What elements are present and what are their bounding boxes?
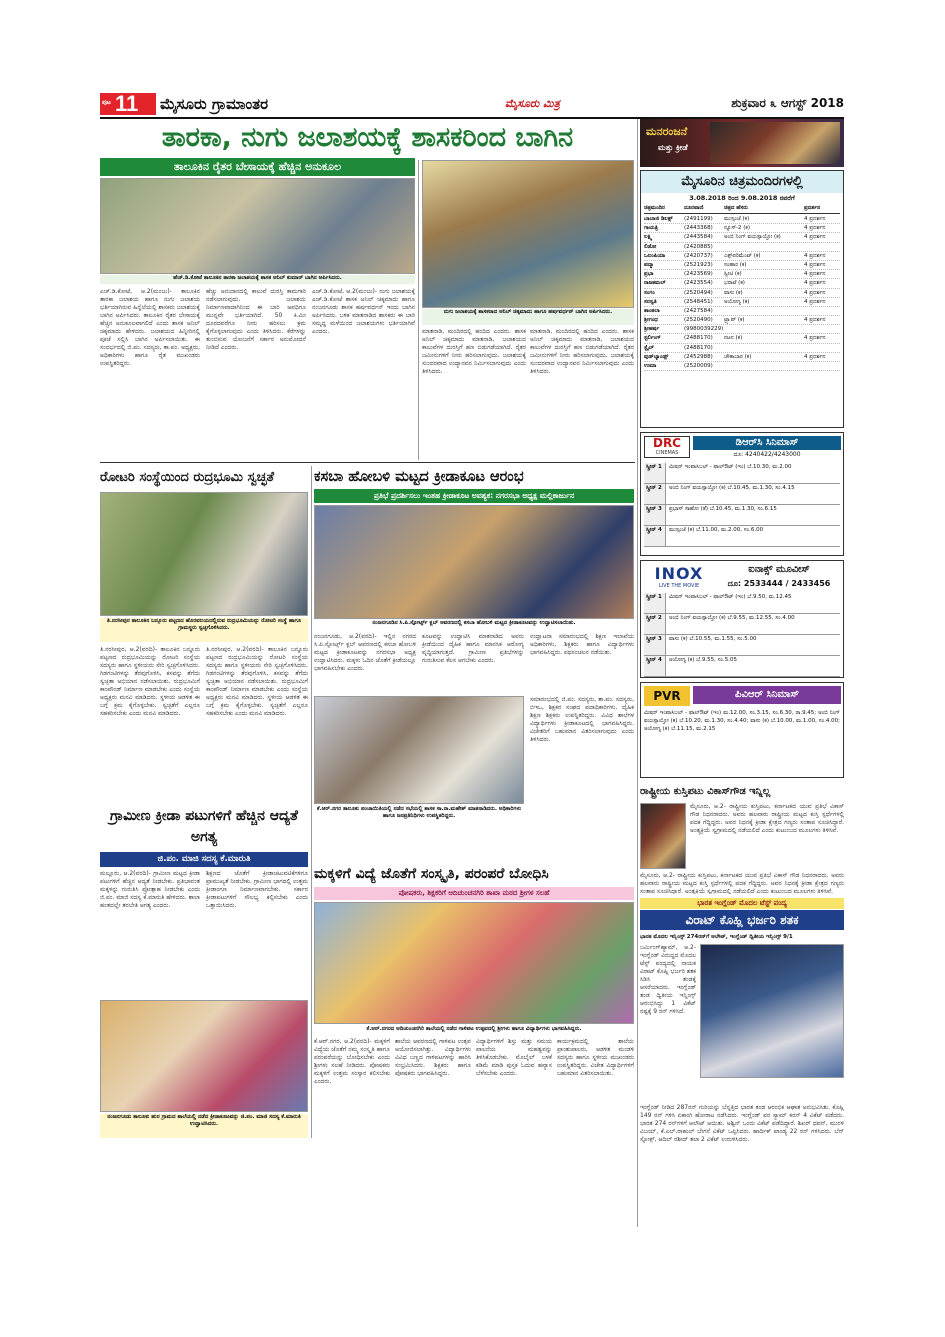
issue-date: ಶುಕ್ರವಾರ ೩ ಆಗಸ್ಟ್ 2018: [731, 96, 844, 110]
page-number: 11: [115, 91, 139, 116]
cinema-hall: ವುಡ್‌ಲ್ಯಾಂಡ್ಸ್: [644, 353, 669, 360]
rural-photo: [100, 1000, 308, 1112]
page-label: ಪುಟ: [102, 99, 111, 106]
kasaba-body-col1: ನಂಜನಗೂಡು, ಆ.2(ವರದಿ)- ಇಲ್ಲಿನ ನಗರದ ಸಿ.ಪಿ.ಸ್ಪೋರ್ಟ್ಸ್ ಕ್ಲಬ್ ಆವರಣದಲ್ಲಿ ಕಸಬಾ ಹೋಬಳಿ ಮಟ್ಟದ ಕ್ರೀಡಾಕೂಟವನ್ನು ನಗರಸಭಾ ಅಧ್ಯಕ್ಷ ಉದ್ಘಾಟಿಸಿದರು. ಮಕ್ಕಳು ಓದಿನ ಜೊತೆಗೆ ಕ್ರೀಡೆಯಲ್ಲೂ ಭಾಗವಹಿಸಬೇಕು ಎಂದರು.: [314, 633, 416, 672]
rotary-body-col2: ತಿ.ನರಸೀಪುರ, ಆ.2(ವರದಿ)- ತಾಲೂಕಿನ ಬನ್ನೂರು ಪಟ್ಟಣದ ರುದ್ರಭೂಮಿಯನ್ನು ರೋಟರಿ ಸಂಸ್ಥೆಯ ಸದಸ್ಯರು ಹಾಗೂ ಸ್ಥಳೀಯರು ಸೇರಿ ಸ್ವಚ್ಛಗೊಳಿಸಿದರು. ಗಿಡಗಂಟಿಗಳನ್ನು ತೆರವುಗೊಳಿಸಿ, ಕಸವನ್ನು ತೆಗೆದು ಸ್ವಚ್ಛತಾ ಅಭಿಯಾನ ನಡೆಸಲಾಯಿತು. ರುದ್ರಭೂಮಿಗೆ ಕಾಂಪೌಂಡ್ ನಿರ್ಮಾಣ ಮಾಡಬೇಕು ಎಂದು ಸಂಸ್ಥೆಯ ಅಧ್ಯಕ್ಷರು ಮನವಿ ಮಾಡಿದರು. ಸ್ಥಳೀಯ ಆಡಳಿತ ಈ ಬಗ್ಗೆ ಕ್ರಮ ಕೈಗೊಳ್ಳಬೇಕು. ಸ್ವಚ್ಛತೆಗೆ ಎಲ್ಲರೂ ಸಹಕರಿಸಬೇಕು ಎಂದು ಮನವಿ ಮಾಡಿದರು.: [206, 646, 308, 717]
wrestler-headline: ರಾಷ್ಟ್ರೀಯ ಕುಸ್ತಿಪಟು ವಿಕಾಸ್‌ಗೌಡ ಇನ್ನಿಲ್ಲ: [640, 786, 771, 797]
cinema-row: [644, 344, 840, 353]
lead-photo-2-caption: ನುಗು ಜಲಾಶಯಕ್ಕೆ ಶಾಸಕರಾದ ಅನಿಲ್ ಚಿಕ್ಕಮಾದು ಹಾಗೂ ಹರ್ಷವರ್ಧನ್ ಬಾಗಿನ ಅರ್ಪಿಸಿದರು.: [422, 309, 634, 325]
cinema-film: ಭರಾಟೆ (ಕ): [724, 280, 745, 287]
drc-logo: [644, 436, 690, 458]
cinema-film: ಸ್ವೀಟಿ (ಕ): [724, 271, 742, 278]
lead-headline: ತಾರಕಾ, ನುಗು ಜಲಾಶಯಕ್ಕೆ ಶಾಸಕರಿಂದ ಬಾಗಿನ: [161, 122, 574, 153]
rural-headline: ಗ್ರಾಮೀಣ ಕ್ರೀಡಾ ಪಟುಗಳಿಗೆ ಹೆಚ್ಚಿನ ಆದ್ಯತೆ ಅಗತ್ಯ: [110, 808, 298, 845]
wrestler-photo: [640, 803, 686, 869]
cinema-shows: 4 ಪ್ರದರ್ಶನ: [804, 225, 826, 232]
cinema-row: [644, 243, 840, 252]
screen-showtimes: ಮಿಷನ್ ಇಂಪಾಸಿಬಲ್ - ಫಾಲ್‌ಔಟ್ (ಇಂ) ಬೆ.10.30, ಮ.2.00: [669, 464, 792, 470]
rotary-photo: [100, 492, 308, 616]
masthead: [100, 93, 844, 117]
cinema-film: ಅಯೋಗ್ಯ (ಕ): [724, 298, 750, 305]
inox-showtimes: [644, 593, 840, 677]
cinema-shows: 4 ಪ್ರದರ್ಶನ: [804, 317, 826, 324]
cinema-hall: ಶಾಂತಲಾ: [644, 307, 660, 314]
cinema-shows: 4 ಪ್ರದರ್ಶನ: [804, 216, 826, 222]
pvr-title: ಪಿವಿಆರ್ ಸಿನಿಮಾಸ್: [693, 686, 841, 704]
cinema-phone: (2443584): [684, 234, 713, 241]
inox-show-row: [644, 635, 840, 656]
cinema-row: [644, 252, 840, 261]
cinema-phone: (2488170): [684, 335, 713, 342]
cinema-shows: 4 ಪ್ರದರ್ಶನ: [804, 335, 826, 342]
cricket-subhead: ಭಾರತ ಮೊದಲ ಇನ್ನಿಂಗ್ಸ್ 274ರನ್‌ಗೆ ಆಲೌಟ್, ಇಂಗ್ಲೆಂಡ್ ದ್ವಿತೀಯ ಇನ್ನಿಂಗ್ಸ್ 9/1: [640, 934, 793, 940]
cinema-shows: 4 ಪ್ರದರ್ಶನ: [804, 298, 826, 305]
cinema-shows: [804, 362, 840, 370]
column-rule-1: [418, 160, 419, 460]
cinema-hall: ಪದ್ಮಾ: [644, 261, 654, 268]
cinema-row: [644, 289, 840, 298]
cinema-header-film: ಚಿತ್ರದ ಹೆಸರು: [724, 205, 748, 211]
kasaba-body-col3: ಉದ್ಘಾಟನಾ ಸಮಾರಂಭದಲ್ಲಿ ಶಿಕ್ಷಣ ಇಲಾಖೆಯ ಅಧಿಕಾರಿಗಳು, ಶಿಕ್ಷಕರು ಹಾಗೂ ವಿದ್ಯಾರ್ಥಿಗಳು ಭಾಗವಹಿಸಿದ್ದರು. ಪಥಸಂಚಲನ ನಡೆಯಿತು.: [530, 633, 634, 656]
cinema-row: [644, 270, 840, 279]
children-caption: ಕೆ.ಆರ್.ನಗರದ ಆದಿಚುಂಚನಗಿರಿ ಶಾಲೆಯಲ್ಲಿ ನಡೆದ ಗಾಳಿಪಟ ಉತ್ಸವದಲ್ಲಿ ಶ್ರೀಗಳು ಹಾಗೂ ವಿದ್ಯಾರ್ಥಿಗಳು ಭಾಗವಹಿಸಿದ್ದರು.: [366, 1026, 582, 1032]
children-photo: [314, 902, 634, 1024]
cinema-film: ನ್ಯೂಸ್-2 (ಕ): [724, 225, 751, 232]
rotary-caption: ತಿ.ನರಸೀಪುರ ತಾಲೂಕಿನ ಬನ್ನೂರು ಪಟ್ಟಣದ ಹೊರವಲಯದಲ್ಲಿರುವ ರುದ್ರಭೂಮಿಯನ್ನು ರೋಟರಿ ಸಂಸ್ಥೆ ಹಾಗೂ ಗ್ರಾಮಸ್ಥರು ಸ್ವಚ್ಛಗೊಳಿಸಿದರು.: [100, 618, 308, 642]
screen-showtimes: ಮಿಷನ್ ಇಂಪಾಸಿಬಲ್ - ಫಾಲ್‌ಔಟ್ (ಇಂ) ಬೆ.9.50, ಮ.12.45: [669, 594, 792, 600]
screen-showtimes: ಅಂಬಿ ನಿಂಗ್ ವಯಸ್ಸಾಯ್ತೋ (ಕ) ಬೆ.10.45, ಮ.1.30, ಸಂ.4.15: [669, 485, 795, 491]
lead-body-col4: ಮಾತನಾಡಿ, ಮಂದಿರದಲ್ಲಿ ಹಂದಿದ ಎಂದರು. ಶಾಸಕ ಅನಿಲ್ ಚಿಕ್ಕಮಾದು ಮಾತನಾಡಿ, ಜಲಾಶಯದ ಕಾಲುವೆಗಳ ದುರಸ್ತಿಗೆ ಹಣ ಬಿಡುಗಡೆಯಾಗಿದೆ. ರೈತರ ಜಮೀನುಗಳಿಗೆ ನೀರು ಹರಿಸಲಾಗುವುದು. ಜಲಾಶಯಕ್ಕೆ ಸುಂದರವಾದ ಉದ್ಯಾನವನ ನಿರ್ಮಿಸಲಾಗುವುದು ಎಂದು ತಿಳಿಸಿದರು.: [422, 328, 526, 375]
meeting-caption: ಕೆ.ಆರ್.ನಗರ ತಾಲೂಕು ಪಂಚಾಯಿತಿಯಲ್ಲಿ ನಡೆದ ಸಭೆಯಲ್ಲಿ ಶಾಸಕ ಸಾ.ರಾ.ಮಹೇಶ್ ಮಾತನಾಡಿದರು. ಅಧಿಕಾರಿಗಳು ಹಾಗೂ ಜನಪ್ರತಿನಿಧಿಗಳು ಉಪಸ್ಥಿತರಿದ್ದರು.: [316, 806, 522, 819]
cinema-table-header: [644, 205, 840, 214]
cinema-hall: ಒಲಂಪಿಯಾ: [644, 252, 666, 259]
cinema-film: ಚೌಕಾಬಾರ (ಕ): [724, 353, 752, 360]
cinema-film: ವಾಸು (ಕ): [724, 289, 743, 296]
cricket-kicker: ಭಾರತ ಇಂಗ್ಲೆಂಡ್ ಮೊದಲ ಟೆಸ್ಟ್ ಪಂದ್ಯ: [640, 898, 844, 909]
children-subhead: ಪೋಷಕರು, ಶಿಕ್ಷಕರಿಗೆ ಆದಿಚುಂಚನಗಿರಿ ಶಾಖಾ ಮಠದ ಶ್ರೀಗಳ ಸಲಹೆ: [314, 887, 634, 900]
cinema-film: ಎಕ್ಸ್‌ಪರಿಮೆಂಟ್ (ಕ): [724, 252, 761, 259]
screen-showtimes: ಅಯೋಗ್ಯ (ಕ) ಬೆ.9.55, ಸಂ.5.05: [669, 657, 737, 663]
column-rule-3: [637, 119, 638, 1227]
drc-box: [640, 432, 844, 556]
cinema-film: ಸಂಹಾರ (ಕ): [724, 261, 747, 268]
cinema-film: ಟ್ರ್ಯಾಪ್ (ಕ): [724, 317, 745, 324]
kasaba-body-col4: ಸಮಾರಂಭದಲ್ಲಿ ಜಿ.ಪಂ. ಸದಸ್ಯರು, ತಾ.ಪಂ. ಸದಸ್ಯರು, ಬಿಇಒ, ಶಿಕ್ಷಕರ ಸಂಘದ ಪದಾಧಿಕಾರಿಗಳು, ದೈಹಿಕ ಶಿಕ್ಷಣ ಶಿಕ್ಷಕರು ಉಪಸ್ಥಿತರಿದ್ದರು. ವಿವಿಧ ಶಾಲೆಗಳ ವಿದ್ಯಾರ್ಥಿಗಳು ಕ್ರೀಡಾಕೂಟದಲ್ಲಿ ಭಾಗವಹಿಸಿದ್ದರು. ವಿಜೇತರಿಗೆ ಬಹುಮಾನ ವಿತರಿಸಲಾಗುವುದು ಎಂದು ತಿಳಿಸಿದರು.: [530, 696, 634, 743]
screen-label: ಸ್ಕ್ರೀನ್ 2: [644, 484, 666, 504]
drc-show-row: [644, 463, 840, 484]
cinema-title: ಮೈಸೂರಿನ ಚಿತ್ರಮಂದಿರಗಳಲ್ಲಿ: [641, 171, 843, 193]
drc-show-row: [644, 505, 840, 526]
inox-logo: [644, 565, 714, 591]
cinema-shows: [804, 325, 840, 333]
lead-body-col5: ಮಾತನಾಡಿ, ಮಂದಿರದಲ್ಲಿ ಹಂದಿದ ಎಂದರು. ಶಾಸಕ ಅನಿಲ್ ಚಿಕ್ಕಮಾದು ಮಾತನಾಡಿ, ಜಲಾಶಯದ ಕಾಲುವೆಗಳ ದುರಸ್ತಿಗೆ ಹಣ ಬಿಡುಗಡೆಯಾಗಿದೆ. ರೈತರ ಜಮೀನುಗಳಿಗೆ ನೀರು ಹರಿಸಲಾಗುವುದು. ಜಲಾಶಯಕ್ಕೆ ಸುಂದರವಾದ ಉದ್ಯಾನವನ ನಿರ್ಮಿಸಲಾಗುವುದು ಎಂದು ತಿಳಿಸಿದರು.: [530, 328, 634, 375]
cinema-shows: 4 ಪ್ರದರ್ಶನ: [804, 234, 826, 241]
children-body-col1: ಕೆ.ಆರ್.ನಗರ, ಆ.2(ವರದಿ)- ಮಕ್ಕಳಿಗೆ ವಿದ್ಯೆಯ ಜೊತೆಗೆ ನಮ್ಮ ಸಂಸ್ಕೃತಿ ಹಾಗೂ ಪರಂಪರೆಯನ್ನು ಬೋಧಿಸಬೇಕು ಎಂದು ಶ್ರೀಗಳು ಸಲಹೆ ನೀಡಿದರು. ಪೋಷಕರು ಮಕ್ಕಳಿಗೆ ಉತ್ತಮ ಸಂಸ್ಕಾರ ಕಲಿಸಬೇಕು ಎಂದರು.: [314, 1038, 390, 1085]
cinema-phone: (2420737): [684, 252, 713, 259]
cinema-film: [724, 307, 804, 315]
pvr-showtimes: ಮಿಷನ್ ಇಂಪಾಸಿಬಲ್ - ಫಾಲ್‌ಔಟ್ (ಇಂ) ಮ.12.00, ಸಂ.3.15, ಸಂ.6.30, ರಾ.9.45; ಅಂಬಿ ನಿಂಗ್ ವಯಸ್ಸಾಯ್ತೋ (ಕ) ಬೆ.10.20, ಮ.1.30, ಸಂ.4.40; ವಾಸು (ಕ) ಬೆ.10.00, ಮ.1.00, ಸಂ.4.00; ಅಯೋಗ್ಯ (ಕ) ಬೆ.11.15, ಮ.2.15: [644, 710, 840, 732]
pvr-logo: PVR: [644, 686, 690, 706]
cinema-phone: (2423569): [684, 271, 713, 278]
kasaba-caption: ನಂಜನಗೂಡಿನ ಸಿ.ಪಿ.ಸ್ಪೋರ್ಟ್ಸ್ ಕ್ಲಬ್ ಆವರಣದಲ್ಲಿ ಕಸಬಾ ಹೋಬಳಿ ಮಟ್ಟದ ಕ್ರೀಡಾಕೂಟವನ್ನು ಉದ್ಘಾಟಿಸಲಾಯಿತು.: [372, 620, 576, 626]
cinema-hall: ಪ್ರಭಾ: [644, 271, 654, 278]
lead-photo-1: [100, 178, 415, 274]
cinema-header-phone: ದೂರವಾಣಿ: [684, 205, 704, 211]
cinema-hall: ಬಾಲಾಜಿ ಡಿಲಕ್ಸ್: [644, 216, 673, 222]
children-body-col3: ವಿದ್ಯಾರ್ಥಿಗಳಿಗೆ ಶಿಸ್ತು ಮತ್ತು ಸಮಯ ಪಾಲನೆಯ ಮಹತ್ವವನ್ನು ತಿಳಿಸಿಕೊಡಬೇಕು. ಮೊಬೈಲ್ ಬಳಕೆ ಕಡಿಮೆ ಮಾಡಿ ಪುಸ್ತಕ ಓದುವ ಹವ್ಯಾಸ ಬೆಳೆಸಬೇಕು ಎಂದರು.: [476, 1038, 552, 1077]
cinema-shows: 4 ಪ್ರದರ್ಶನ: [804, 289, 826, 296]
cinema-shows: 4 ಪ್ರದರ್ಶನ: [804, 271, 826, 278]
cricket-body-col2: ಇಂಗ್ಲೆಂಡ್ ನೀಡಿದ 287ರನ್ ಗುರಿಯನ್ನು ಬೆನ್ನತ್ತಿದ ಭಾರತ ತಂಡ ಆರಂಭಿಕ ಆಘಾತ ಅನುಭವಿಸಿತು. ಕೊಹ್ಲಿ 149 ರನ್ ಗಳಿಸಿ ಏಕಾಂಗಿ ಹೋರಾಟ ನಡೆಸಿದರು. ಇಂಗ್ಲೆಂಡ್ ಪರ ಸ್ಯಾಮ್ ಕರನ್ 4 ವಿಕೆಟ್ ಪಡೆದರು. ಭಾರತ 274 ರನ್‌ಗಳಿಗೆ ಆಲೌಟ್ ಆಯಿತು. ಅಶ್ವಿನ್ ಒಂದು ವಿಕೆಟ್ ಪಡೆದಿದ್ದಾರೆ. ಶಿಖರ್ ಧವನ್, ಮುರಳಿ ವಿಜಯ್, ಕೆ.ಎಲ್.ರಾಹುಲ್ ಬೇಗನೆ ವಿಕೆಟ್ ಒಪ್ಪಿಸಿದರು. ಹಾರ್ದಿಕ್ ಪಾಂಡ್ಯ 22 ರನ್ ಗಳಿಸಿದರು. ಬೆನ್ ಸ್ಟೋಕ್ಸ್, ಆದಿಲ್ ರಶೀದ್ ತಲಾ 2 ವಿಕೆಟ್ ಉರುಳಿಸಿದರು.: [640, 1104, 844, 1143]
cinema-phone: (2520009): [684, 363, 713, 369]
screen-label: ಸ್ಕ್ರೀನ್ 4: [644, 656, 666, 676]
cinema-hall: ಶ್ರೀಗಂಧ: [644, 317, 658, 324]
children-body-col2: ಶಾಲೆಯ ಆವರಣದಲ್ಲಿ ಗಾಳಿಪಟ ಉತ್ಸವ ಆಯೋಜಿಸಲಾಗಿತ್ತು. ವಿದ್ಯಾರ್ಥಿಗಳು ವಿವಿಧ ಬಣ್ಣದ ಗಾಳಿಪಟಗಳನ್ನು ಹಾರಿಸಿ ಸಂಭ್ರಮಿಸಿದರು. ಶಿಕ್ಷಕರು ಹಾಗೂ ಪೋಷಕರು ಭಾಗವಹಿಸಿದ್ದರು.: [395, 1038, 471, 1077]
cinema-date-range: 3.08.2018 ರಿಂದ 9.08.2018 ರವರೆಗೆ: [689, 194, 795, 202]
cinema-shows: 4 ಪ್ರದರ್ಶನ: [804, 353, 826, 360]
lead-photo-2: [422, 160, 634, 308]
rural-body-col2: ಶಿಕ್ಷಣದ ಜೊತೆಗೆ ಕ್ರೀಡಾಚಟುವಟಿಕೆಗಳಿಗೂ ಪ್ರಾಮುಖ್ಯತೆ ನೀಡಬೇಕು. ಗ್ರಾಮೀಣ ಭಾಗದಲ್ಲಿ ಉತ್ತಮ ಕ್ರೀಡಾಂಗಣ ನಿರ್ಮಾಣವಾಗಬೇಕು. ಸರ್ಕಾರ ಕ್ರೀಡಾಪಟುಗಳಿಗೆ ಸೌಲಭ್ಯ ಕಲ್ಪಿಸಬೇಕು ಎಂದು ಒತ್ತಾಯಿಸಿದರು.: [206, 870, 308, 909]
cinema-row: [644, 224, 840, 233]
cinema-hall: ಶ್ರೀಹರ್ಷ: [644, 326, 660, 333]
rotary-headline: ರೋಟರಿ ಸಂಸ್ಥೆಯಿಂದ ರುದ್ರಭೂಮಿ ಸ್ವಚ್ಛತೆ: [100, 470, 274, 485]
cinema-film: ಅಂಬಿ ನಿಂಗ್ ವಯಸ್ಸಾಯ್ತೋ (ಕ): [724, 234, 781, 241]
lead-body-col3: ಎಚ್.ಡಿ.ಕೋಟೆ, ಆ.2(ಮಂಜು)- ನುಗು ಜಲಾಶಯಕ್ಕೆ ಎಚ್.ಡಿ.ಕೋಟೆ ಶಾಸಕ ಅನಿಲ್ ಚಿಕ್ಕಮಾದು ಹಾಗೂ ನಂಜನಗೂಡು ಶಾಸಕ ಹರ್ಷವರ್ಧನ್ ಇಂದು ಬಾಗಿನ ಅರ್ಪಿಸಿದರು. ಬಳಿಕ ಮಾತನಾಡಿದ ಶಾಸಕರು ಈ ಬಾರಿ ಸಮೃದ್ಧ ಮಳೆಯಿಂದ ಜಲಾಶಯಗಳು ಭರ್ತಿಯಾಗಿವೆ ಎಂದರು.: [312, 288, 415, 335]
banner-line2: ಮತ್ತು ಕ್ರೀಡೆ: [658, 143, 688, 152]
cinema-phone: (2443368): [684, 225, 713, 232]
cinema-row: [644, 233, 840, 242]
cinema-shows: 4 ಪ್ರದರ್ಶನ: [804, 252, 826, 259]
cinema-film: [724, 344, 804, 352]
rural-body-col1: ಮಲ್ಲೂರು, ಆ.2(ವರದಿ)- ಗ್ರಾಮೀಣ ಮಟ್ಟದ ಕ್ರೀಡಾ ಪಟುಗಳಿಗೆ ಹೆಚ್ಚಿನ ಆದ್ಯತೆ ನೀಡಬೇಕು. ಪ್ರತಿಭಾವಂತ ಮಕ್ಕಳನ್ನು ಗುರುತಿಸಿ ಪ್ರೋತ್ಸಾಹ ನೀಡಬೇಕು ಎಂದು ಜಿ.ಪಂ. ಮಾಜಿ ಸದಸ್ಯ ಕೆ.ಮಾರುತಿ ಹೇಳಿದರು. ಶಾಲಾ ಹಂತದಲ್ಲೇ ತರಬೇತಿ ಅಗತ್ಯ ಎಂದರು.: [100, 870, 200, 909]
cinema-film: [724, 243, 804, 251]
cinema-hall: ರಾಜಕಮಲ್: [644, 280, 666, 287]
lead-rule: [100, 462, 635, 463]
cricket-headline: ವಿರಾಟ್ ಕೊಹ್ಲಿ ಭರ್ಜರಿ ಶತಕ: [640, 910, 844, 930]
lead-body-col2: ಹೆಚ್ಚು ಅನುದಾನದಲ್ಲಿ ಕಾಲುವೆ ದುರಸ್ತಿ ಕಾಮಗಾರಿ ನಡೆಸಲಾಗುವುದು. ಜಲಾಶಯ ನಿರ್ಮಾಣವಾದಾಗಿನಿಂದ ಈ ಬಾರಿ ಅವಧಿಗೂ ಮುನ್ನವೇ ಭರ್ತಿಯಾಗಿದೆ. 50 ಕಿ.ಮೀ ದೂರದವರೆಗೂ ನೀರು ಹರಿಸಲು ಕ್ರಮ ಕೈಗೊಳ್ಳಲಾಗುವುದು ಎಂದು ತಿಳಿಸಿದರು. ಕೆರೆಗಳನ್ನು ತುಂಬಿಸುವ ಯೋಜನೆಗೆ ಸರ್ಕಾರ ಅನುಮೋದನೆ ನೀಡಿದೆ ಎಂದರು.: [206, 288, 306, 351]
screen-label: ಸ್ಕ್ರೀನ್ 4: [644, 526, 666, 546]
kasaba-headline: ಕಸಬಾ ಹೋಬಳಿ ಮಟ್ಟದ ಕ್ರೀಡಾಕೂಟ ಆರಂಭ: [314, 469, 524, 485]
cinema-hall: ಸಂಗಂ: [644, 289, 655, 296]
drc-phone: ದೂ: 4240422/4243000: [733, 451, 801, 458]
wrestler-body: ಮೈಸೂರು, ಆ.2- ರಾಷ್ಟ್ರೀಯ ಕುಸ್ತಿಪಟು, ಕರ್ನಾಟಕದ ಯುವ ಪ್ರತಿಭೆ ವಿಕಾಸ್ ಗೌಡ ನಿಧನರಾದರು. ಅವರು ಹಲವಾರು ರಾಷ್ಟ್ರೀಯ ಮಟ್ಟದ ಕುಸ್ತಿ ಸ್ಪರ್ಧೆಗಳಲ್ಲಿ ಪದಕ ಗೆದ್ದಿದ್ದರು. ಅವರ ನಿಧನಕ್ಕೆ ಕ್ರೀಡಾ ಕ್ಷೇತ್ರದ ಗಣ್ಯರು ಸಂತಾಪ ಸೂಚಿಸಿದ್ದಾರೆ. ಅಂತ್ಯಕ್ರಿಯೆ ಸ್ವಗ್ರಾಮದಲ್ಲಿ ನಡೆಯಲಿದೆ ಎಂದು ಕುಟುಂಬದ ಮೂಲಗಳು ತಿಳಿಸಿವೆ.: [690, 803, 844, 834]
banner-photo: [710, 122, 840, 164]
cinema-hall: ಸ್ಟೈಲ್: [644, 344, 654, 351]
inox-phone: ದೂ: 2533444 / 2433456: [727, 579, 831, 588]
wrestler-body-cont: ಮೈಸೂರು, ಆ.2- ರಾಷ್ಟ್ರೀಯ ಕುಸ್ತಿಪಟು, ಕರ್ನಾಟಕದ ಯುವ ಪ್ರತಿಭೆ ವಿಕಾಸ್ ಗೌಡ ನಿಧನರಾದರು. ಅವರು ಹಲವಾರು ರಾಷ್ಟ್ರೀಯ ಮಟ್ಟದ ಕುಸ್ತಿ ಸ್ಪರ್ಧೆಗಳಲ್ಲಿ ಪದಕ ಗೆದ್ದಿದ್ದರು. ಅವರ ನಿಧನಕ್ಕೆ ಕ್ರೀಡಾ ಕ್ಷೇತ್ರದ ಗಣ್ಯರು ಸಂತಾಪ ಸೂಚಿಸಿದ್ದಾರೆ. ಅಂತ್ಯಕ್ರಿಯೆ ಸ್ವಗ್ರಾಮದಲ್ಲಿ ನಡೆಯಲಿದೆ ಎಂದು ಕುಟುಂಬದ ಮೂಲಗಳು ತಿಳಿಸಿವೆ.: [640, 872, 844, 894]
screen-showtimes: ವಾಸು (ಕ) ಬೆ.10.55, ಮ.1.55, ಸಂ.5.00: [669, 636, 757, 642]
pvr-box: [640, 682, 844, 778]
cinema-phone: (2491199): [684, 216, 713, 222]
cinema-phone: (2520490): [684, 317, 713, 324]
cinema-film: [724, 325, 804, 333]
screen-label: ಸ್ಕ್ರೀನ್ 3: [644, 505, 666, 525]
cinema-row: [644, 316, 840, 325]
inox-logo-text: INOX: [654, 564, 704, 583]
cinema-box: [640, 170, 844, 428]
drc-showtimes: [644, 463, 840, 547]
cinema-phone: (2520494): [684, 289, 713, 296]
cinema-row: [644, 279, 840, 288]
drc-show-row: [644, 526, 840, 547]
screen-label: ಸ್ಕ್ರೀನ್ 2: [644, 614, 666, 634]
screen-label: ಸ್ಕ್ರೀನ್ 1: [644, 593, 666, 613]
cinema-hall: ಸ್ಟರ್ಲಿಂಗ್: [644, 335, 661, 342]
cinema-phone: (2488170): [684, 344, 713, 351]
cinema-hall: ಗಾಯತ್ರಿ: [644, 225, 658, 232]
cinema-hall: ಉಮಾ: [644, 363, 657, 369]
rural-byline: ಜಿ.ಪಂ. ಮಾಜಿ ಸದಸ್ಯ ಕೆ.ಮಾರುತಿ: [100, 852, 308, 867]
cinema-shows: [804, 344, 840, 352]
cinema-row: [644, 325, 840, 334]
screen-label: ಸ್ಕ್ರೀನ್ 1: [644, 463, 666, 483]
banner-line1: ಮನರಂಜನೆ: [646, 125, 688, 138]
cinema-phone: (2423554): [684, 280, 713, 287]
cinema-header-hall: ಚಿತ್ರಮಂದಿರ: [644, 205, 665, 211]
cinema-shows: 4 ಪ್ರದರ್ಶನ: [804, 261, 826, 268]
cinema-hall: ಲಿಡೋ: [644, 243, 657, 250]
cinema-table-body: [644, 215, 840, 371]
drc-logo-sub: CINEMAS: [655, 450, 679, 456]
cinema-phone: (2521923): [684, 261, 713, 268]
screen-showtimes: ಅಂಬಿ ನಿಂಗ್ ವಯಸ್ಸಾಯ್ತೋ (ಕ) ಬೆ.9.55, ಮ.12.55, ಸಂ.4.00: [669, 615, 795, 621]
children-body-col4: ಕಾರ್ಯಕ್ರಮದಲ್ಲಿ ಶಾಲೆಯ ಪ್ರಾಂಶುಪಾಲರು, ಆಡಳಿತ ಮಂಡಳಿ ಸದಸ್ಯರು ಹಾಗೂ ಸ್ಥಳೀಯ ಮುಖಂಡರು ಉಪಸ್ಥಿತರಿದ್ದರು. ವಿಜೇತ ವಿದ್ಯಾರ್ಥಿಗಳಿಗೆ ಬಹುಮಾನ ವಿತರಿಸಲಾಯಿತು.: [557, 1038, 634, 1077]
drc-logo-text: DRC: [652, 436, 681, 450]
cinema-phone: (2420885): [684, 243, 713, 250]
page-number-box: [100, 93, 156, 115]
inox-show-row: [644, 593, 840, 614]
children-headline: ಮಕ್ಕಳಿಗೆ ವಿದ್ಯೆ ಜೊತೆಗೆ ಸಂಸ್ಕೃತಿ, ಪರಂಪರೆ ಬೋಧಿಸಿ: [314, 866, 549, 882]
screen-label: ಸ್ಕ್ರೀನ್ 3: [644, 635, 666, 655]
inox-title: ಐನಾಕ್ಸ್ ಮೂವೀಸ್: [748, 564, 810, 575]
cinema-row: [644, 307, 840, 316]
cinema-row: [644, 298, 840, 307]
inox-logo-sub: LIVE THE MOVIE: [658, 583, 700, 589]
screen-showtimes: ಮುಸ್ಸಂಜೆ (ಕ) ಬೆ.11.00, ಮ.2.00, ಸಂ.6.00: [669, 527, 764, 533]
paper-name: ಮೈಸೂರು ಮಿತ್ರ: [505, 97, 560, 110]
cinema-row: [644, 334, 840, 343]
cricket-body-col1: ಬರ್ಮಿಂಗ್‌ಹ್ಯಾಮ್, ಆ.2- ಇಂಗ್ಲೆಂಡ್ ವಿರುದ್ಧದ ಮೊದಲ ಟೆಸ್ಟ್ ಪಂದ್ಯದಲ್ಲಿ ನಾಯಕ ವಿರಾಟ್ ಕೊಹ್ಲಿ ಭರ್ಜರಿ ಶತಕ ಸಿಡಿಸಿ ತಂಡಕ್ಕೆ ಆಸರೆಯಾದರು. ಇಂಗ್ಲೆಂಡ್ ತಂಡ ದ್ವಿತೀಯ ಇನ್ನಿಂಗ್ಸ್ ಆರಂಭಿಸಿದ್ದು 1 ವಿಕೆಟ್ ನಷ್ಟಕ್ಕೆ 9 ರನ್ ಗಳಿಸಿದೆ.: [640, 944, 696, 1015]
cinema-film: [724, 362, 804, 370]
cinema-row: [644, 215, 840, 224]
kohli-photo: [700, 944, 844, 1078]
cinema-film: ಮುಸ್ಸಂಜೆ (ಕ): [724, 216, 750, 222]
cinema-phone: (2452988): [684, 353, 713, 360]
kasaba-body-col2: ಕೂಟವನ್ನು ಉದ್ಘಾಟಿಸಿ ಮಾತನಾಡಿದ ಅವರು ಕ್ರೀಡೆಯಿಂದ ದೈಹಿಕ ಹಾಗೂ ಮಾನಸಿಕ ಆರೋಗ್ಯ ವೃದ್ಧಿಯಾಗುತ್ತದೆ. ಗ್ರಾಮೀಣ ಪ್ರತಿಭೆಗಳನ್ನು ಗುರುತಿಸುವ ಕೆಲಸ ಆಗಬೇಕು ಎಂದರು.: [422, 633, 524, 664]
entertainment-banner: [640, 119, 844, 167]
cinema-row: [644, 353, 840, 362]
cinema-phone: (9980039229): [684, 326, 724, 333]
lead-subhead: ತಾಲೂಕಿನ ರೈತರ ಬೇಸಾಯಕ್ಕೆ ಹೆಚ್ಚಿನ ಅನುಕೂಲ: [100, 158, 415, 176]
cinema-shows: [804, 307, 840, 315]
cinema-hall: ಲಕ್ಷ್ಮಿ: [644, 234, 653, 241]
kasaba-subhead: ಪ್ರತಿಭೆ ಪ್ರದರ್ಶಿಸಲು ಇಂತಹ ಕ್ರೀಡಾಕೂಟ ಅವಶ್ಯಕ: ನಗರಸಭಾ ಅಧ್ಯಕ್ಷ ಮಲ್ಲಿಕಾರ್ಜುನ: [314, 489, 634, 503]
kasaba-photo: [314, 505, 634, 619]
lead-body-col1: ಎಚ್.ಡಿ.ಕೋಟೆ, ಆ.2(ಮಂಜು)- ತಾಲೂಕಿನ ತಾರಕಾ ಜಲಾಶಯ ಹಾಗೂ ನುಗು ಜಲಾಶಯ ಭರ್ತಿಯಾಗಿರುವ ಹಿನ್ನೆಲೆಯಲ್ಲಿ ಶಾಸಕರು ಜಲಾಶಯಕ್ಕೆ ಬಾಗಿನ ಅರ್ಪಿಸಿದರು. ತಾಲೂಕಿನ ರೈತರ ಬೇಸಾಯಕ್ಕೆ ಹೆಚ್ಚಿನ ಅನುಕೂಲವಾಗಲಿದೆ ಎಂದು ಶಾಸಕ ಅನಿಲ್ ಚಿಕ್ಕಮಾದು ಹೇಳಿದರು. ಜಲಾಶಯದ ಹಿನ್ನೀರಿನಲ್ಲಿ ಪೂಜೆ ಸಲ್ಲಿಸಿ ಬಾಗಿನ ಅರ್ಪಿಸಲಾಯಿತು. ಈ ಸಂದರ್ಭದಲ್ಲಿ ಜಿ.ಪಂ. ಸದಸ್ಯರು, ತಾ.ಪಂ. ಅಧ್ಯಕ್ಷರು, ಅಧಿಕಾರಿಗಳು ಹಾಗೂ ರೈತ ಮುಖಂಡರು ಉಪಸ್ಥಿತರಿದ್ದರು.: [100, 288, 200, 367]
cinema-hall: ಸರಸ್ವತಿ: [644, 298, 657, 305]
cinema-shows: 4 ಪ್ರದರ್ಶನ: [804, 280, 826, 287]
cinema-row: [644, 261, 840, 270]
cinema-header-shows: ಪ್ರದರ್ಶನ: [804, 205, 821, 211]
inox-show-row: [644, 614, 840, 635]
column-rule-2: [311, 466, 312, 1138]
rotary-body-col1: ತಿ.ನರಸೀಪುರ, ಆ.2(ವರದಿ)- ತಾಲೂಕಿನ ಬನ್ನೂರು ಪಟ್ಟಣದ ರುದ್ರಭೂಮಿಯನ್ನು ರೋಟರಿ ಸಂಸ್ಥೆಯ ಸದಸ್ಯರು ಹಾಗೂ ಸ್ಥಳೀಯರು ಸೇರಿ ಸ್ವಚ್ಛಗೊಳಿಸಿದರು. ಗಿಡಗಂಟಿಗಳನ್ನು ತೆರವುಗೊಳಿಸಿ, ಕಸವನ್ನು ತೆಗೆದು ಸ್ವಚ್ಛತಾ ಅಭಿಯಾನ ನಡೆಸಲಾಯಿತು. ರುದ್ರಭೂಮಿಗೆ ಕಾಂಪೌಂಡ್ ನಿರ್ಮಾಣ ಮಾಡಬೇಕು ಎಂದು ಸಂಸ್ಥೆಯ ಅಧ್ಯಕ್ಷರು ಮನವಿ ಮಾಡಿದರು. ಸ್ಥಳೀಯ ಆಡಳಿತ ಈ ಬಗ್ಗೆ ಕ್ರಮ ಕೈಗೊಳ್ಳಬೇಕು. ಸ್ವಚ್ಛತೆಗೆ ಎಲ್ಲರೂ ಸಹಕರಿಸಬೇಕು ಎಂದು ಮನವಿ ಮಾಡಿದರು.: [100, 646, 200, 717]
section-title: ಮೈಸೂರು ಗ್ರಾಮಾಂತರ: [160, 95, 269, 113]
rural-caption: ನಂಜನಗೂಡು ತಾಲೂಕು ಹುರ ಗ್ರಾಮದ ಶಾಲೆಯಲ್ಲಿ ನಡೆದ ಕ್ರೀಡಾಕೂಟವನ್ನು ಜಿ.ಪಂ. ಮಾಜಿ ಸದಸ್ಯ ಕೆ.ಮಾರುತಿ ಉದ್ಘಾಟಿಸಿದರು.: [100, 1114, 308, 1138]
cinema-row: [644, 362, 840, 371]
drc-title: ಡಿಆರ್‌ಸಿ ಸಿನಿಮಾಸ್: [693, 436, 841, 450]
screen-showtimes: ಪ್ರಭಾಸ್ ಸಾಹೋ (ತೆ) ಬೆ.10.45, ಮ.1.30, ಸಂ.6.15: [669, 506, 777, 512]
inox-box: [640, 560, 844, 678]
inox-show-row: [644, 656, 840, 677]
cinema-phone: (2548451): [684, 298, 713, 305]
lead-photo-1-caption: ಹೆಚ್.ಡಿ.ಕೋಟೆ ತಾಲೂಕಿನ ತಾರಕಾ ಜಲಾಶಯಕ್ಕೆ ಶಾಸಕ ಅನಿಲ್ ಕುಮಾರ್ ಬಾಗಿನ ಅರ್ಪಿಸಿದರು.: [100, 275, 415, 284]
cinema-phone: (2427584): [684, 307, 713, 314]
drc-show-row: [644, 484, 840, 505]
meeting-photo: [314, 696, 524, 804]
cinema-film: ನಟನ (ಕ): [724, 335, 743, 342]
cinema-shows: [804, 243, 840, 251]
